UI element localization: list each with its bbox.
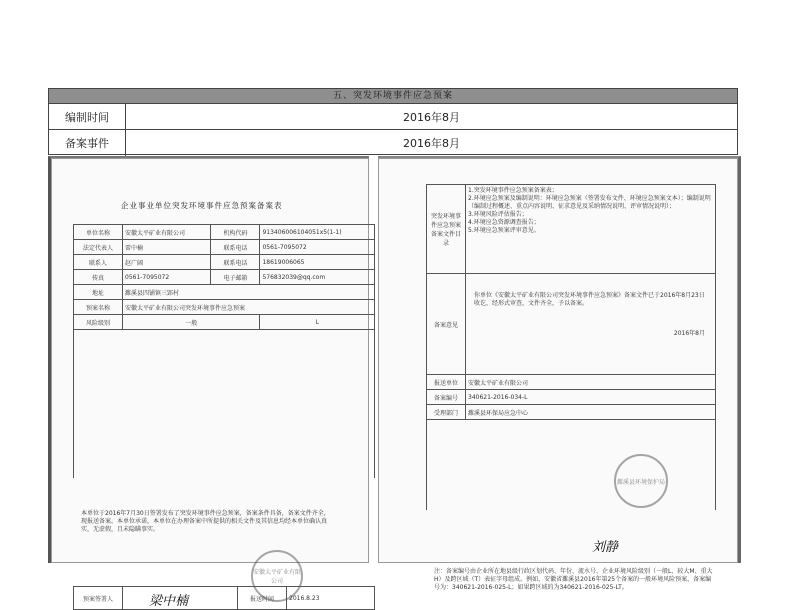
table-row bbox=[74, 300, 375, 315]
file-item: 4.环境应急资源调查报告； bbox=[468, 219, 540, 226]
file-item: 5.环境应急预案评审意见。 bbox=[468, 227, 540, 234]
compile-time-value: 2016年8月 bbox=[403, 110, 460, 124]
table-row bbox=[74, 270, 375, 285]
risk-code: L bbox=[260, 315, 375, 330]
unit-value: 安徽太平矿业有限公司 bbox=[466, 375, 716, 390]
cell: 电子邮箱 bbox=[211, 270, 260, 285]
cell: 机构代码 bbox=[211, 225, 260, 240]
numbering-note: 注：备案编号由企业所在地县级行政区划代码、年份、流水号、企业环境风险级别（一般L、较大M、重大H）及跨区域（T）表征字母组成。例如，安徽省濉溪县2016年第25个备案的一般环境风险预案，备案编号为：340621-2016-025-L；如果跨区域的为340621-2016-025-LT。 bbox=[434, 568, 713, 591]
date-value: 2016.8.23 bbox=[287, 587, 375, 610]
cell: 单位名称 bbox=[74, 225, 123, 240]
handler-signature: 刘静 bbox=[592, 540, 619, 555]
table-row bbox=[74, 240, 375, 255]
opinion-label: 备案意见 bbox=[427, 274, 466, 375]
right-scanned-page bbox=[378, 156, 741, 591]
table-row bbox=[427, 375, 716, 390]
plan-label: 预案名称 bbox=[74, 300, 123, 315]
left-scanned-page bbox=[48, 156, 369, 609]
table-row bbox=[74, 255, 375, 270]
code-label: 备案编号 bbox=[427, 390, 466, 405]
cell: 913406006104051x5(1-1) bbox=[260, 225, 375, 240]
table-row bbox=[49, 130, 737, 156]
cell: 0561-7095072 bbox=[260, 240, 375, 255]
filing-event-value: 2016年8月 bbox=[403, 137, 460, 150]
opinion-date: 2016年8月 bbox=[673, 330, 705, 337]
table-row bbox=[427, 420, 716, 511]
signature-table bbox=[73, 586, 375, 610]
cell: 576832039@qq.com bbox=[260, 270, 375, 285]
cell: 传真 bbox=[74, 270, 123, 285]
cell: 赵广阔 bbox=[123, 255, 211, 270]
section-title: 五、突发环境事件应急预案 bbox=[49, 89, 737, 104]
table-row bbox=[74, 315, 375, 330]
filing-event-label: 备案事件 bbox=[49, 130, 126, 156]
unit-label: 报送单位 bbox=[427, 375, 466, 390]
dept-label: 受理部门 bbox=[427, 405, 466, 420]
summary-table bbox=[48, 88, 738, 155]
table-row bbox=[427, 390, 716, 405]
cell: 安徽太平矿业有限公司 bbox=[123, 225, 211, 240]
company-seal: 安徽太平矿业有限公司 bbox=[251, 550, 303, 602]
table-row bbox=[427, 274, 716, 375]
cell: 法定代表人 bbox=[74, 240, 123, 255]
filing-form-title: 企业事业单位突发环境事件应急预案备案表 bbox=[121, 201, 283, 210]
address-value: 濉溪县四铺镇三郢村 bbox=[123, 285, 375, 300]
table-row bbox=[74, 285, 375, 300]
table-row bbox=[49, 104, 737, 130]
commitment-note: 本单位于2016年7月30日签署发布了突发环境事件应急预案，备案条件具备，备案文件齐全，现报送备案。本单位承诺，本单位在办理备案中所提供的相关文件及其信息均经本单位确认真实，无虚假，且未隐瞒事实。 bbox=[81, 510, 330, 533]
table-row bbox=[427, 405, 716, 420]
signature: 梁中楠 bbox=[149, 594, 189, 609]
cell: 联系电话 bbox=[211, 255, 260, 270]
risk-label: 风险级别 bbox=[74, 315, 123, 330]
table-row bbox=[74, 330, 375, 479]
cell: 雷中楠 bbox=[123, 240, 211, 255]
dept-value: 濉溪县环保局应急中心 bbox=[466, 405, 716, 420]
file-item: 2.环境应急预案及编制说明：环境应急预案（签署发布文件、环境应急预案文本）；编制说明（编制过程概述、重点内容说明、征求意见及采纳情况说明、评审情况说明）； bbox=[468, 195, 711, 210]
filing-form-table bbox=[73, 224, 375, 478]
table-row bbox=[74, 225, 375, 240]
compile-time-label: 编制时间 bbox=[49, 104, 126, 129]
plan-name: 安徽太平矿业有限公司突发环境事件应急预案 bbox=[123, 300, 375, 315]
date-label: 报送时间 bbox=[238, 587, 287, 610]
address-label: 地址 bbox=[74, 285, 123, 300]
cell: 18619006065 bbox=[260, 255, 375, 270]
cell: 联系人 bbox=[74, 255, 123, 270]
cell: 0561-7095072 bbox=[123, 270, 211, 285]
code-value: 340621-2016-034-L bbox=[466, 390, 716, 405]
table-row bbox=[427, 185, 716, 274]
opinion-text: 你单位《安徽太平矿业有限公司突发环境事件应急预案》备案文件已于2016年8月23日收讫，经形式审查，文件齐全，予以备案。 bbox=[474, 292, 705, 307]
cell: 联系电话 bbox=[211, 240, 260, 255]
agency-seal: 濉溪县环境保护局 bbox=[614, 454, 668, 508]
file-item: 3.环境风险评估报告； bbox=[468, 211, 528, 218]
sign-label: 预案签署人 bbox=[74, 587, 123, 610]
file-item: 1.突发环境事件应急预案备案表； bbox=[468, 187, 558, 194]
risk-value: 一般 bbox=[123, 315, 260, 330]
filing-files-table bbox=[426, 184, 716, 510]
files-label: 突发环境事件应急预案备案文件目录 bbox=[427, 185, 466, 274]
table-row bbox=[74, 587, 375, 610]
